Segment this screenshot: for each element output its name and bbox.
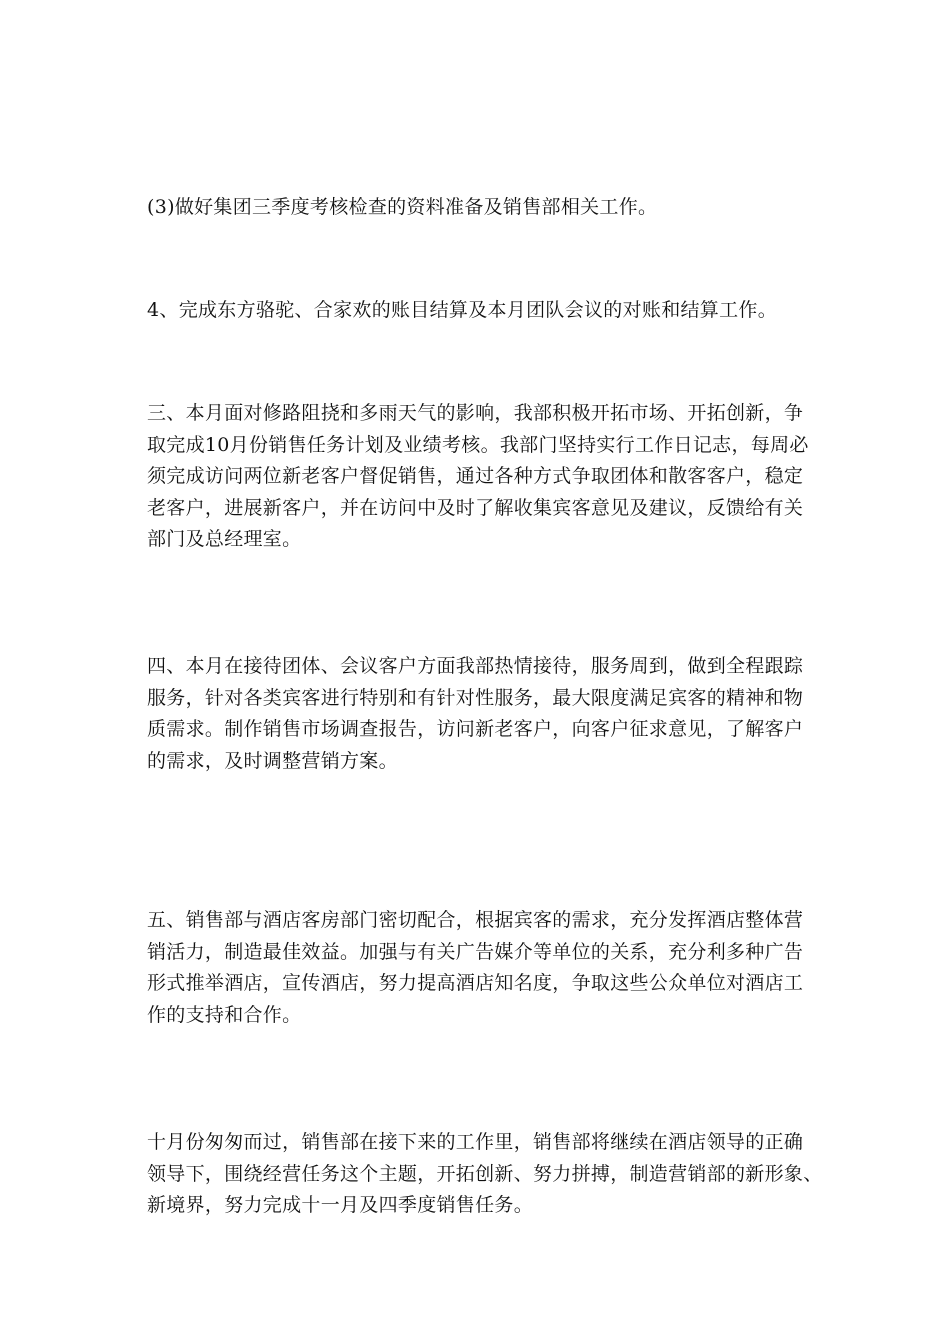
text-line: 形式推举酒店，宣传酒店，努力提高酒店知名度，争取这些公众单位对酒店工	[147, 972, 804, 994]
text-line: 须完成访问两位新老客户督促销售，通过各种方式争取团体和散客客户，稳定	[147, 465, 804, 487]
text-line: 三、本月面对修路阻挠和多雨天气的影响，我部积极开拓市场、开拓创新，争	[147, 402, 804, 424]
text-line: (3)做好集团三季度考核检查的资料准备及销售部相关工作。	[147, 196, 658, 218]
paragraph-section-5	[147, 905, 815, 1031]
text-line: 销活力，制造最佳效益。加强与有关广告媒介等单位的关系，充分利多种广告	[147, 940, 804, 963]
text-line: 四、本月在接待团体、会议客户方面我部热情接待，服务周到，做到全程跟踪	[147, 655, 804, 677]
text-line: 五、销售部与酒店客房部门密切配合，根据宾客的需求，充分发挥酒店整体营	[147, 909, 804, 931]
paragraph-section-4	[147, 651, 815, 777]
paragraph-item-4	[147, 295, 815, 327]
text-line: 的需求，及时调整营销方案。	[147, 749, 398, 772]
paragraph-closing	[147, 1127, 823, 1222]
text-line: 十月份匆匆而过，销售部在接下来的工作里，销售部将继续在酒店领导的正确	[147, 1131, 804, 1153]
paragraph-item-3	[147, 192, 815, 224]
text-line: 4、完成东方骆驼、合家欢的账目结算及本月团队会议的对账和结算工作。	[147, 299, 777, 321]
text-line: 取完成10月份销售任务计划及业绩考核。我部门坚持实行工作日记志，每周必	[147, 433, 809, 456]
text-line: 领导下，围绕经营任务这个主题，开拓创新、努力拼搏，制造营销部的新形象、	[147, 1162, 823, 1185]
paragraph-section-3	[147, 398, 815, 556]
text-line: 新境界，努力完成十一月及四季度销售任务。	[147, 1194, 534, 1216]
text-line: 作的支持和合作。	[147, 1003, 302, 1026]
text-line: 部门及总经理室。	[147, 528, 302, 550]
text-line: 服务，针对各类宾客进行特别和有针对性服务，最大限度满足宾客的精神和物	[147, 686, 804, 709]
text-line: 质需求。制作销售市场调查报告，访问新老客户，向客户征求意见，了解客户	[147, 718, 804, 740]
text-line: 老客户，进展新客户，并在访问中及时了解收集宾客意见及建议，反馈给有关	[147, 496, 804, 519]
